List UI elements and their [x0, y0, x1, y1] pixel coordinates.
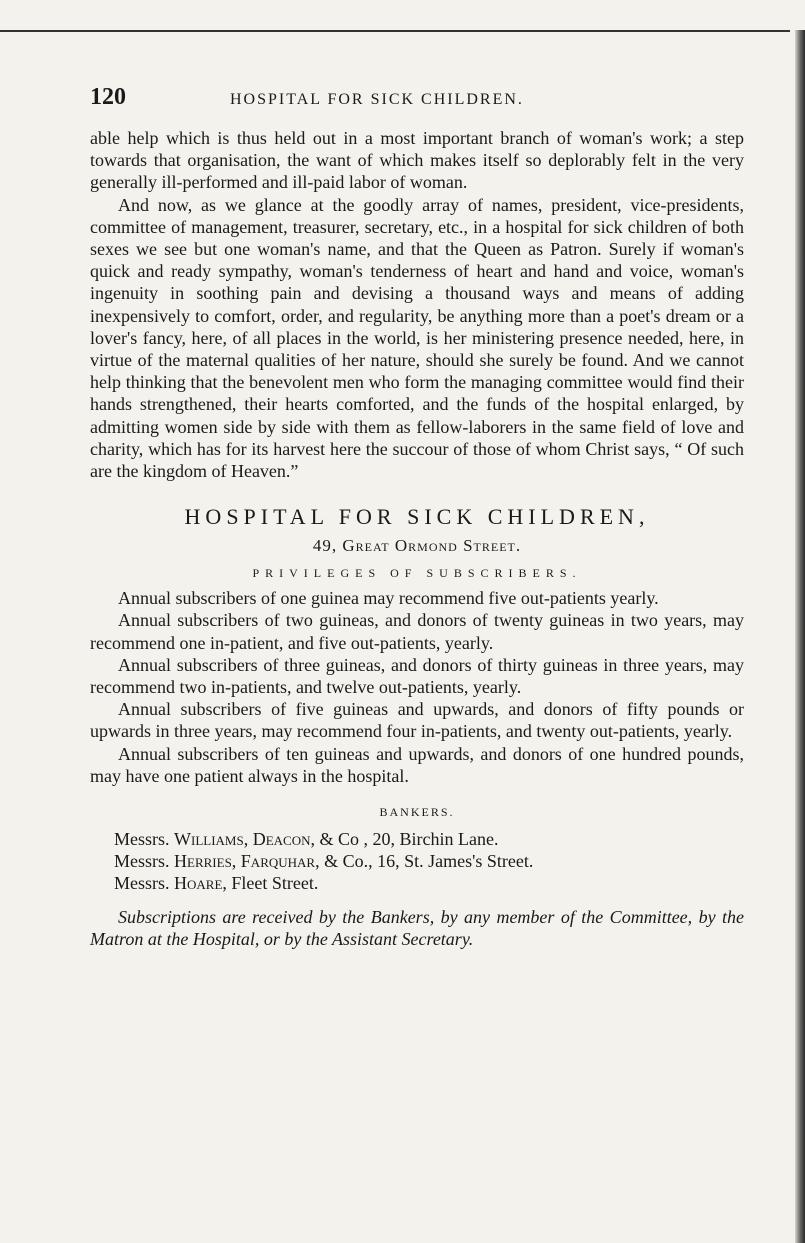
privileges-list [90, 587, 744, 787]
privilege-item: Annual subscribers of three guineas, and donors of thirty guineas in three years, may recommend two in-patients, and twelve out-patients, yearly. [90, 654, 744, 698]
page-content [90, 84, 744, 950]
page-number: 120 [90, 84, 126, 110]
subscriptions-note: Subscriptions are received by the Bankers, by any member of the Committee, by the Matron at the Hospital, or by the Assistant Secretary. [90, 907, 744, 950]
banker-prefix: Messrs. [114, 851, 170, 872]
banker-entry [114, 872, 744, 894]
banker-prefix: Messrs. [114, 829, 170, 850]
privilege-item: Annual subscribers of ten guineas and upwards, and donors of one hundred pounds, may have one patient always in the hospital. [90, 743, 744, 786]
banker-firm: Herries, Farquhar, [174, 851, 320, 872]
banker-address: Fleet Street. [231, 873, 319, 894]
running-head [90, 84, 744, 111]
banker-firm: Williams, Deacon, [174, 829, 315, 850]
paragraph-women-committee: And now, as we glance at the goodly array of names, president, vice-presidents, committee of management, treasurer, secretary, etc., in a hospital for sick children of both sexes we see but one woman's name, and that the Queen as Patron. Surely if woman's quick and ready sympathy, woman's tenderness of heart and hand and voice, woman's ingenuity in soothing pain and devising a thousand ways and means of adding inexpensively to comfort, order, and regularity, be anything more than a poet's dream or a lover's fancy, here, of all places in the world, is her ministering presence needed, here, in virtue of the maternal qualities of her nature, should she surely be found. And we cannot help thinking that the benevolent men who form the managing committee would find their hands strengthened, their hearts comforted, and the funds of the hospital enlarged, by admitting women side by side with them as fellow-laborers in the same field of love and charity, which has for its harvest here the succour of those of whom Christ says, “ Of such are the kingdom of Heaven.” [90, 194, 744, 482]
hospital-heading: HOSPITAL FOR SICK CHILDREN, [184, 504, 650, 530]
paragraph-continued: able help which is thus held out in a most important branch of woman's work; a step towards that organisation, the want of which makes itself so deplorably felt in the very generally ill-performed and ill-paid labor of woman. [90, 128, 744, 193]
hospital-address: 49, Great Ormond Street. [312, 536, 522, 556]
running-title: HOSPITAL FOR SICK CHILDREN. [230, 91, 524, 108]
banker-firm: Hoare, [174, 873, 227, 894]
page-edge-shadow [795, 30, 805, 1243]
privilege-item: Annual subscribers of two guineas, and donors of twenty guineas in two years, may recommend one in-patient, and five out-patients, yearly. [90, 610, 744, 653]
privileges-heading: PRIVILEGES OF SUBSCRIBERS. [252, 566, 582, 581]
privilege-item: Annual subscribers of five guineas and upwards, and donors of fifty pounds or upwards in three years, may recommend four in-patients, and twenty out-patients, yearly. [90, 699, 744, 742]
banker-prefix: Messrs. [114, 873, 170, 894]
banker-address: & Co , 20, Birchin Lane. [319, 829, 499, 850]
banker-entry [114, 850, 744, 872]
banker-address: & Co., 16, St. James's Street. [324, 851, 534, 872]
privilege-item: Annual subscribers of one guinea may recommend five out-patients yearly. [118, 588, 659, 609]
bankers-heading: BANKERS. [379, 805, 455, 820]
banker-entry [114, 828, 744, 850]
top-rule [0, 30, 790, 32]
